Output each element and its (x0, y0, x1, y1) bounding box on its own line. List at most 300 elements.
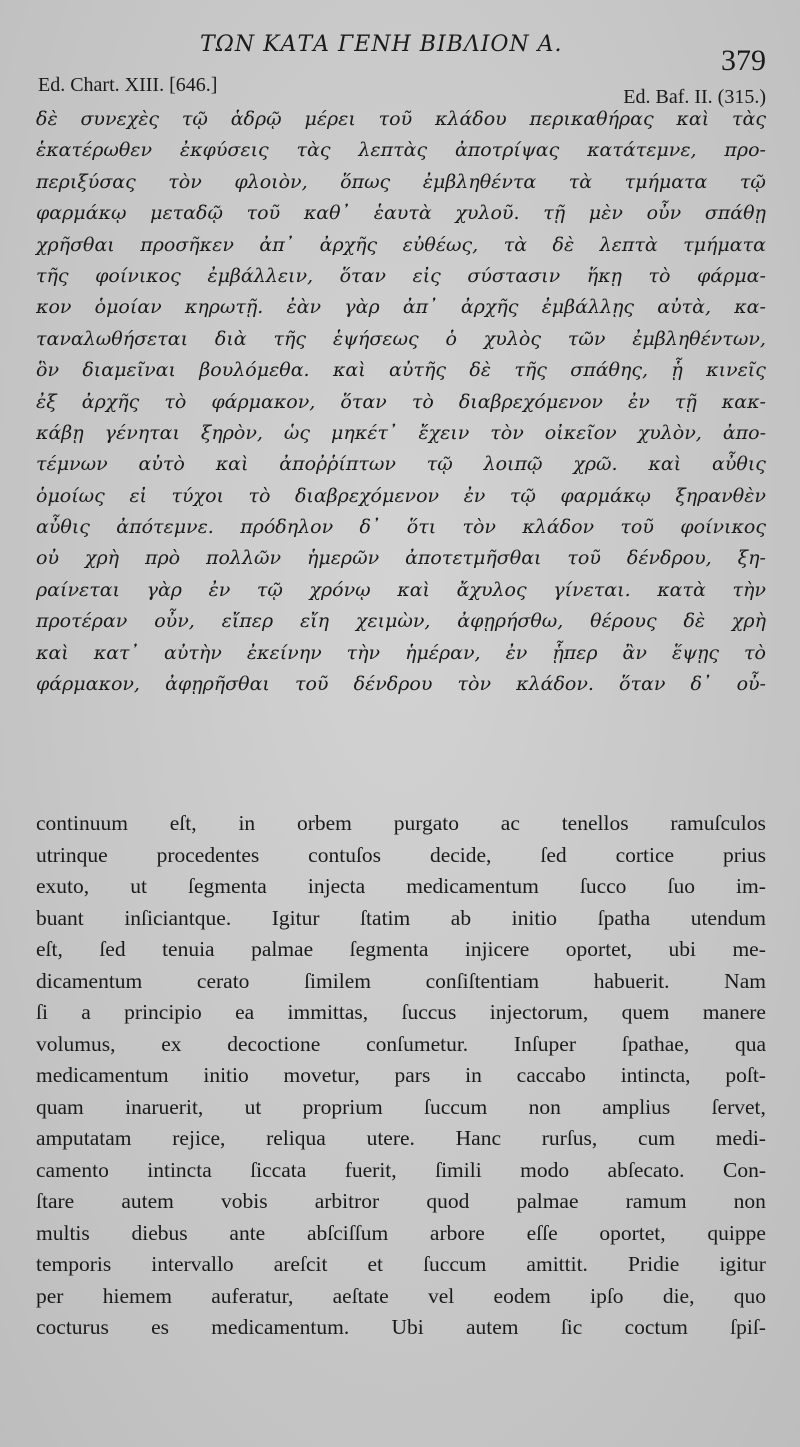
word: a (81, 1000, 91, 1024)
greek-text-line (36, 324, 766, 355)
word: ἀρχῆς (81, 390, 140, 413)
word: movetur, (283, 1063, 360, 1087)
word: ὡς (283, 421, 311, 444)
greek-text-line (36, 261, 766, 292)
word: volumus, (36, 1031, 116, 1056)
greek-text-line (36, 512, 766, 543)
word: ἀπ᾽ (259, 233, 295, 256)
greek-text-line (36, 230, 766, 261)
word: κατάτεμνε, (587, 139, 697, 162)
word: οἰκεῖον (544, 421, 617, 444)
word: contuſos (308, 842, 382, 867)
word: τύχοι (171, 484, 224, 507)
word: αὐτὸ (138, 453, 185, 476)
greek-text-line (36, 543, 766, 574)
word: προσῆκεν (140, 233, 234, 256)
word: ſiccata (250, 1157, 307, 1182)
word: δὲ (36, 108, 58, 130)
word: τὸ (744, 641, 766, 664)
word: εἰς (412, 264, 441, 287)
word: conſumetur. (366, 1031, 469, 1056)
word: ſi (36, 1000, 48, 1024)
word: τμήματα (683, 233, 766, 256)
word: inaruerit, (125, 1094, 204, 1119)
word: manere (702, 1000, 766, 1024)
word: θέρους (590, 610, 657, 633)
word: κακ- (721, 390, 766, 413)
word: arbitror (314, 1189, 380, 1213)
latin-text-line (36, 1123, 766, 1155)
word: μηκέτ᾽ (331, 421, 398, 444)
word: ἐν (505, 641, 528, 664)
word: ἀρχῆς (460, 296, 519, 319)
word: ἀποτετμῆσθαι (405, 547, 542, 570)
word: πρόδηλον (240, 516, 334, 539)
word: ταναλωθήσεται (36, 327, 189, 350)
word: περιξύσας (36, 170, 136, 193)
word: ξηρὸν, (200, 421, 263, 444)
word: Igitur (271, 905, 320, 930)
word: ἑκατέρωθεν (36, 139, 153, 162)
word: κάβῃ (36, 421, 84, 444)
word: κηρωτῇ. (184, 296, 264, 319)
greek-text-line (36, 606, 766, 637)
word: φάρμακον, (211, 390, 316, 413)
word: οὖν (646, 202, 682, 225)
word: ἐν (463, 484, 486, 507)
word: me- (732, 937, 766, 961)
word: quo (733, 1283, 766, 1308)
word: amplius (602, 1094, 671, 1119)
word: πρὸ (144, 547, 181, 570)
word: βουλόμεθα. (199, 359, 310, 382)
word: τοῦ (620, 516, 654, 539)
word: ἀπότεμνε. (116, 516, 214, 539)
word: oportet, (599, 1220, 666, 1245)
word: καὶ (332, 359, 366, 382)
word: palmae (516, 1189, 579, 1213)
word: τὸν (168, 170, 202, 193)
word: ἀφῃρήσθω, (457, 610, 564, 633)
word: διὰ (214, 327, 247, 350)
word: δένδρου, (626, 547, 712, 570)
word: ἐὰν (286, 296, 322, 319)
greek-text-line (36, 135, 766, 166)
word: αὐτὴν (164, 641, 222, 664)
word: Inſuper (513, 1031, 577, 1056)
word: et (367, 1252, 384, 1276)
word: τὸν (490, 421, 524, 444)
word: περικαθήρας (529, 108, 654, 130)
latin-text-block (36, 808, 766, 1344)
word: camento (36, 1157, 109, 1182)
word: δὲ (683, 610, 706, 633)
word: cocturus (36, 1315, 109, 1339)
word: μὲν (588, 202, 623, 225)
word: ἐμβάλλῃς (541, 296, 635, 319)
word: οὖ- (736, 673, 766, 696)
word: δὲ (552, 233, 575, 256)
word: Nam (724, 968, 766, 993)
word: χυλοῦ. (455, 202, 520, 225)
word: ſpiſ- (730, 1315, 766, 1339)
word: τὸ (248, 484, 271, 507)
word: ſpatha (597, 905, 651, 930)
word: palmae (251, 937, 314, 961)
word: ἐν (208, 578, 231, 601)
word: ὁμοίως (36, 484, 105, 507)
word: ἑαυτὰ (373, 202, 432, 225)
word: temporis (36, 1252, 112, 1276)
word: amittit. (526, 1252, 588, 1276)
word: τὰ (503, 233, 528, 256)
word: ἕψῃς (671, 641, 720, 664)
word: rurſus, (541, 1126, 598, 1150)
word: ἐκείνην (246, 641, 322, 664)
word: modo (520, 1157, 570, 1182)
word: cerato (196, 968, 250, 993)
word: autem (466, 1315, 519, 1339)
word: φλοιὸν, (234, 170, 308, 193)
word: δένδρου (353, 673, 433, 696)
word: τῷ (426, 453, 453, 476)
word: διαβρεχόμενον (458, 390, 603, 413)
word: χρόνῳ (309, 578, 371, 601)
word: ramuſculos (670, 811, 766, 835)
word: ſtare (36, 1189, 75, 1213)
latin-text-line (36, 1155, 766, 1187)
word: immittas, (287, 1000, 369, 1024)
word: oportet, (565, 937, 633, 961)
word: κα- (734, 296, 766, 319)
word: injectorum, (489, 1000, 589, 1024)
word: eſt, (169, 811, 197, 835)
word: χρῶ. (573, 453, 618, 476)
word: φαρμάκῳ (560, 484, 651, 507)
word: ἐν (628, 390, 650, 413)
word: per (36, 1283, 64, 1308)
word: ἀφῃρῆσθαι (165, 673, 270, 696)
latin-text-line (36, 808, 766, 840)
word: τῷ (256, 578, 283, 601)
word: φοίνικος (680, 516, 766, 539)
word: medicamentum (36, 1063, 169, 1087)
word: ſic (560, 1315, 583, 1339)
word: ὅπως (340, 170, 391, 193)
word: ἀρχῆς (319, 233, 378, 256)
word: ὅτι (406, 516, 437, 539)
word: αὖθις (712, 453, 766, 476)
word: σύστασιν (467, 264, 561, 287)
word: ea (235, 1000, 255, 1024)
word: κλάδου (434, 108, 507, 130)
latin-text-line (36, 840, 766, 872)
word: καὶ (676, 108, 710, 130)
word: τῆς (514, 359, 547, 382)
word: utrinque (36, 842, 108, 867)
word: reliqua (266, 1126, 326, 1150)
word: τῷ (739, 170, 766, 193)
greek-text-line (36, 355, 766, 386)
word: τῆς (36, 264, 69, 287)
word: intincta, (620, 1063, 691, 1087)
word: injecta (307, 874, 366, 898)
word: diebus (131, 1220, 188, 1245)
word: buant (36, 905, 84, 930)
word: amputatam (36, 1126, 132, 1150)
word: χρὴ (84, 547, 120, 570)
word: εἴη (299, 610, 330, 633)
edition-reference-left: Ed. Chart. XIII. [646.] (38, 74, 218, 96)
word: τὸ (164, 390, 187, 413)
latin-text-line (36, 871, 766, 903)
word: cortice (615, 842, 675, 867)
word: autem (121, 1189, 174, 1213)
word: κον (36, 296, 72, 319)
word: ἡμέραν, (405, 641, 481, 664)
word: δὲ (469, 359, 491, 382)
word: χειμὼν, (355, 610, 431, 633)
word: διαμεῖναι (82, 359, 176, 382)
word: ἄχυλος (456, 578, 527, 601)
word: cum (638, 1126, 676, 1150)
word: τὸ (648, 264, 671, 287)
word: hiemem (102, 1283, 172, 1308)
word: ipſo (590, 1283, 624, 1308)
word: τὴν (732, 578, 766, 601)
word: ἀπο- (722, 421, 766, 444)
greek-text-line (36, 418, 766, 449)
latin-text-line (36, 1029, 766, 1061)
word: ὃν (36, 359, 59, 382)
word: igitur (719, 1252, 766, 1276)
word: initio (203, 1063, 249, 1087)
word: rejice, (172, 1126, 226, 1150)
word: ἂν (622, 641, 647, 664)
word: ἔχειν (418, 421, 470, 444)
word: ὁ (445, 327, 457, 350)
word: χρὴ (731, 610, 766, 633)
word: abſecato. (607, 1157, 685, 1182)
word: injicere (464, 937, 530, 961)
greek-text-line (36, 198, 766, 229)
latin-text-line (36, 1186, 766, 1218)
word: ὅταν (340, 390, 387, 413)
word: καὶ (397, 578, 431, 601)
latin-text-line (36, 1092, 766, 1124)
latin-text-line (36, 1218, 766, 1250)
word: οὐ (36, 547, 59, 570)
word: μέρει (304, 108, 356, 130)
word: ex (161, 1031, 182, 1056)
word: αὐτὰ, (657, 296, 712, 319)
word: in (465, 1063, 482, 1087)
word: ſegmenta (349, 937, 429, 961)
latin-text-line (36, 903, 766, 935)
word: σπάθης, (570, 359, 649, 382)
word: habuerit. (593, 968, 670, 993)
word: tenuia (162, 937, 215, 961)
word: aeſtate (332, 1283, 389, 1308)
word: προτέραν (36, 610, 128, 633)
word: ac (500, 811, 520, 835)
word: decoctione (227, 1031, 321, 1056)
word: die, (662, 1283, 695, 1308)
word: quam (36, 1094, 84, 1119)
latin-text-line (36, 1281, 766, 1313)
word: προ- (724, 139, 766, 162)
word: φάρμακον, (36, 673, 140, 696)
word: im- (736, 874, 766, 898)
word: quem (621, 1000, 670, 1024)
word: abſciſſum (306, 1220, 389, 1245)
word: quippe (707, 1220, 766, 1245)
edition-reference-right: Ed. Baf. II. (315.) (623, 86, 766, 108)
word: ἐμβάλλειν, (207, 264, 314, 287)
word: in (238, 811, 256, 835)
word: ſuo (667, 874, 695, 898)
word: initio (511, 905, 558, 930)
word: σπάθῃ (704, 202, 766, 225)
word: καὶ (648, 453, 682, 476)
word: decide, (429, 842, 492, 867)
word: dicamentum (36, 968, 143, 993)
latin-text-line (36, 966, 766, 998)
word: τοῦ (294, 673, 329, 696)
word: κλάδον (522, 516, 595, 539)
word: εὐθέως, (402, 233, 479, 256)
page-number: 379 (721, 44, 766, 77)
greek-text-line (36, 104, 766, 135)
word: ſegmenta (188, 874, 267, 898)
word: intervallo (151, 1252, 234, 1276)
word: ἐμβληθέντων, (632, 327, 766, 350)
word: ſpathae, (621, 1031, 690, 1056)
word: ramum (625, 1189, 687, 1213)
word: es (151, 1315, 170, 1339)
word: κατ᾽ (93, 641, 140, 664)
word: vobis (221, 1189, 268, 1213)
word: δ᾽ (690, 673, 712, 696)
greek-text-block (36, 104, 766, 700)
word: τοῦ (567, 547, 601, 570)
word: orbem (296, 811, 352, 835)
word: Ubi (391, 1315, 424, 1339)
word: τὴν (346, 641, 381, 664)
word: ἡμερῶν (307, 547, 380, 570)
word: Hanc (455, 1126, 502, 1150)
word: ſed (540, 842, 567, 867)
word: vel (427, 1283, 455, 1308)
word: ὅταν (619, 673, 666, 696)
word: πολλῶν (206, 547, 282, 570)
word: exuto, (36, 874, 90, 898)
word: καὶ (215, 453, 249, 476)
word: conſiſtentiam (425, 968, 540, 993)
word: ραίνεται (36, 578, 120, 601)
greek-text-line (36, 167, 766, 198)
word: ubi (668, 937, 696, 961)
greek-text-line (36, 449, 766, 480)
word: διαβρεχόμενον (294, 484, 440, 507)
word: τὰς (731, 108, 766, 130)
word: ſervet, (711, 1094, 766, 1119)
word: ἀποῤῥίπτων (279, 453, 396, 476)
word: χρῆσθαι (36, 233, 115, 256)
word: areſcit (273, 1252, 328, 1276)
word: τὸν (457, 673, 492, 696)
word: fuerit, (344, 1157, 397, 1182)
greek-text-line (36, 638, 766, 669)
word: τῷ (509, 484, 536, 507)
word: utendum (690, 905, 766, 930)
word: λεπτὰς (358, 139, 428, 162)
word: non (528, 1094, 561, 1119)
word: λεπτὰ (599, 233, 658, 256)
word: τῷ (181, 108, 208, 130)
word: ſimili (435, 1157, 482, 1182)
word: ἑψήσεως (332, 327, 419, 350)
word: αὖθις (36, 516, 90, 539)
word: εἰ (129, 484, 147, 507)
word: ſucco (579, 874, 627, 898)
latin-text-line (36, 1249, 766, 1281)
word: purgato (393, 811, 459, 835)
word: τοῦ (378, 108, 413, 130)
word: συνεχὲς (80, 108, 160, 130)
word: τῇ (674, 390, 697, 413)
word: poſt- (725, 1063, 766, 1087)
word: τέμνων (36, 453, 108, 476)
word: εἴπερ (221, 610, 274, 633)
word: ante (229, 1220, 266, 1245)
word: καθ᾽ (303, 202, 351, 225)
word: ᾗ (671, 359, 683, 382)
word: ſuccum (424, 1094, 488, 1119)
word: αὐτῆς (389, 359, 446, 382)
word: τὰ (568, 170, 593, 193)
word: τὰς (296, 139, 331, 162)
greek-text-line (36, 387, 766, 418)
word: intincta (147, 1157, 212, 1182)
latin-text-line (36, 934, 766, 966)
word: multis (36, 1220, 90, 1245)
word: γὰρ (344, 296, 380, 319)
word: proprium (302, 1094, 383, 1119)
word: τὸ (411, 390, 434, 413)
greek-text-line (36, 669, 766, 700)
word: τὸν (462, 516, 496, 539)
word: φοίνικος (95, 264, 181, 287)
word: ſed (99, 937, 126, 961)
word: ἁδρῷ (230, 108, 282, 130)
word: medi- (715, 1126, 766, 1150)
word: tenellos (561, 811, 629, 835)
word: medicamentum. (211, 1315, 350, 1339)
word: ἀποτρίψας (454, 139, 560, 162)
word: principio (124, 1000, 202, 1024)
word: κατὰ (657, 578, 706, 601)
word: ὅταν (339, 264, 386, 287)
word: μεταδῷ (150, 202, 223, 225)
greek-text-line (36, 292, 766, 323)
word: coctum (624, 1315, 688, 1339)
word: γὰρ (146, 578, 182, 601)
word: non (733, 1189, 766, 1213)
word: κινεῖς (706, 359, 766, 382)
word: ut (130, 874, 147, 898)
word: τῶν (567, 327, 606, 350)
